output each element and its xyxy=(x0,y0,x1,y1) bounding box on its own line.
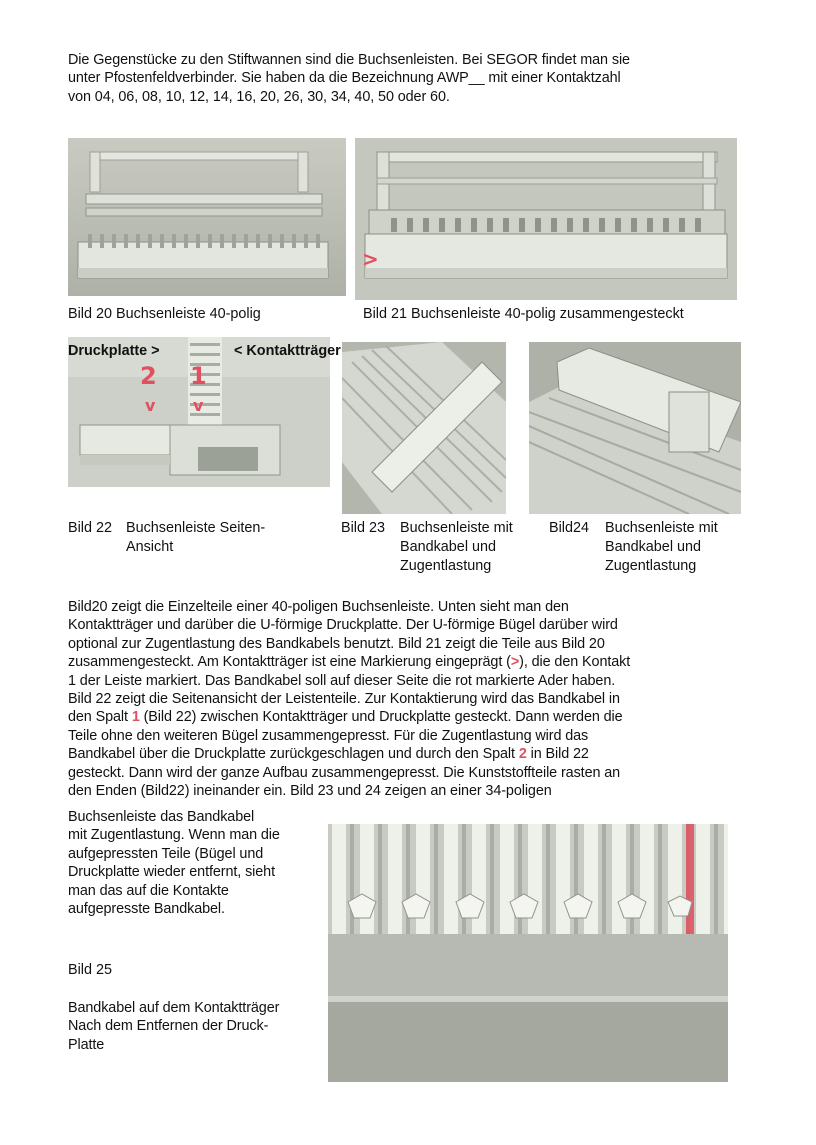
bild22-arrow-1: v xyxy=(193,396,204,415)
bild21-contact-marker: > xyxy=(362,247,379,271)
bild22-gap-2-marker: 2 xyxy=(140,362,157,390)
body-paragraph xyxy=(68,598,630,800)
bild25-caption xyxy=(68,999,279,1054)
intro-line-2: unter Pfostenfeldverbinder. Sie haben da die Bezeichnung AWP__ mit einer Kontaktzahl xyxy=(68,70,621,87)
body-line-7 xyxy=(68,708,630,726)
bild23-caption-line-1: Buchsenleiste mit xyxy=(400,520,513,536)
body-marker-arrow: > xyxy=(510,654,520,671)
body-line-5: 1 der Leiste markiert. Das Bandkabel soll auf dieser Seite die rot markierte Ader haben. xyxy=(68,672,616,689)
body-line-2: Kontaktträger und darüber die U-förmige Druckplatte. Der U-förmige Bügel darüber wird xyxy=(68,617,618,634)
body-line-1: Bild20 zeigt die Einzelteile einer 40-poligen Buchsenleiste. Unten sieht man den xyxy=(68,599,569,615)
bild22-caption-num: Bild 22 xyxy=(68,520,113,536)
bild23-photo xyxy=(342,342,506,514)
intro-paragraph xyxy=(68,51,630,106)
body-line-7-a: den Spalt xyxy=(68,709,132,726)
bild25-label: Bild 25 xyxy=(68,962,113,978)
bild22-arrow-2: v xyxy=(145,396,156,415)
bild24-caption-num: Bild24 xyxy=(549,520,590,536)
bild20-photo xyxy=(68,138,346,296)
side-line-6: aufgepresste Bandkabel. xyxy=(68,901,225,918)
side-line-1: Buchsenleiste das Bandkabel xyxy=(68,809,255,825)
body-line-4-a: zusammengesteckt. Am Kontaktträger ist eine Markierung eingeprägt ( xyxy=(68,654,511,671)
bild22-label-druckplatte: Druckplatte > xyxy=(68,343,160,359)
bild25-caption-line-2: Nach dem Entfernen der Druck- xyxy=(68,1018,269,1035)
bild22-label-kontakttraeger: < Kontaktträger xyxy=(234,343,341,359)
bild21-photo xyxy=(355,138,737,300)
side-line-5: man das auf die Kontakte xyxy=(68,882,229,899)
bild25-caption-line-3: Platte xyxy=(68,1036,105,1053)
side-paragraph xyxy=(68,808,280,918)
body-line-11: den Enden (Bild22) ineinander ein. Bild 23 und 24 zeigen an einer 34-poligen xyxy=(68,783,552,800)
intro-line-3: von 04, 06, 08, 10, 12, 14, 16, 20, 26, 30, 34, 40, 50 oder 60. xyxy=(68,88,450,105)
bild24-photo xyxy=(529,342,741,514)
bild25-photo xyxy=(328,824,728,1082)
body-line-8: Teile ohne den weiteren Bügel zusammengepresst. Für die Zugentlastung wird das xyxy=(68,727,589,744)
bild23-caption-line-2: Bandkabel und xyxy=(400,539,497,555)
bild21-caption: Bild 21 Buchsenleiste 40-polig zusammengesteckt xyxy=(363,306,684,322)
body-marker-gap-2: 2 xyxy=(518,746,527,763)
body-line-3: optional zur Zugentlastung des Bandkabels benutzt. Bild 21 zeigt die Teile aus Bild 20 xyxy=(68,635,605,652)
bild24-caption-line-2: Bandkabel und xyxy=(605,539,702,555)
side-line-4: Druckplatte wieder entfernt, sieht xyxy=(68,864,275,881)
body-line-4-b: ), die den Kontakt xyxy=(519,654,631,671)
intro-line-1: Die Gegenstücke zu den Stiftwannen sind die Buchsenleisten. Bei SEGOR findet man sie xyxy=(68,52,630,68)
body-line-9-a: Bandkabel über die Druckplatte zurückgeschlagen und durch den Spalt xyxy=(68,746,519,763)
body-line-9-b: in Bild 22 xyxy=(526,746,589,763)
bild23-caption-line-3: Zugentlastung xyxy=(400,558,492,574)
body-line-7-b: (Bild 22) zwischen Kontaktträger und Druckplatte gesteckt. Dann werden die xyxy=(139,709,623,726)
side-line-3: aufgepressten Teile (Bügel und xyxy=(68,845,264,862)
bild25-caption-line-1: Bandkabel auf dem Kontaktträger xyxy=(68,1000,280,1016)
bild22-caption-line-1: Buchsenleiste Seiten- xyxy=(126,520,266,536)
bild23-caption-num: Bild 23 xyxy=(341,520,386,536)
body-line-4 xyxy=(68,653,630,671)
bild24-caption-line-1: Buchsenleiste mit xyxy=(605,520,718,536)
body-line-10: gesteckt. Dann wird der ganze Aufbau zusammengepresst. Die Kunststoffteile rasten an xyxy=(68,764,621,781)
body-line-6: Bild 22 zeigt die Seitenansicht der Leistenteile. Zur Kontaktierung wird das Bandkabel in xyxy=(68,691,620,708)
body-line-9 xyxy=(68,745,630,763)
bild24-caption-line-3: Zugentlastung xyxy=(605,558,697,574)
body-marker-gap-1: 1 xyxy=(131,709,140,726)
bild22-caption-line-2: Ansicht xyxy=(126,539,174,555)
side-line-2: mit Zugentlastung. Wenn man die xyxy=(68,827,280,844)
bild20-caption: Bild 20 Buchsenleiste 40-polig xyxy=(68,306,261,322)
bild22-gap-1-marker: 1 xyxy=(190,362,207,390)
